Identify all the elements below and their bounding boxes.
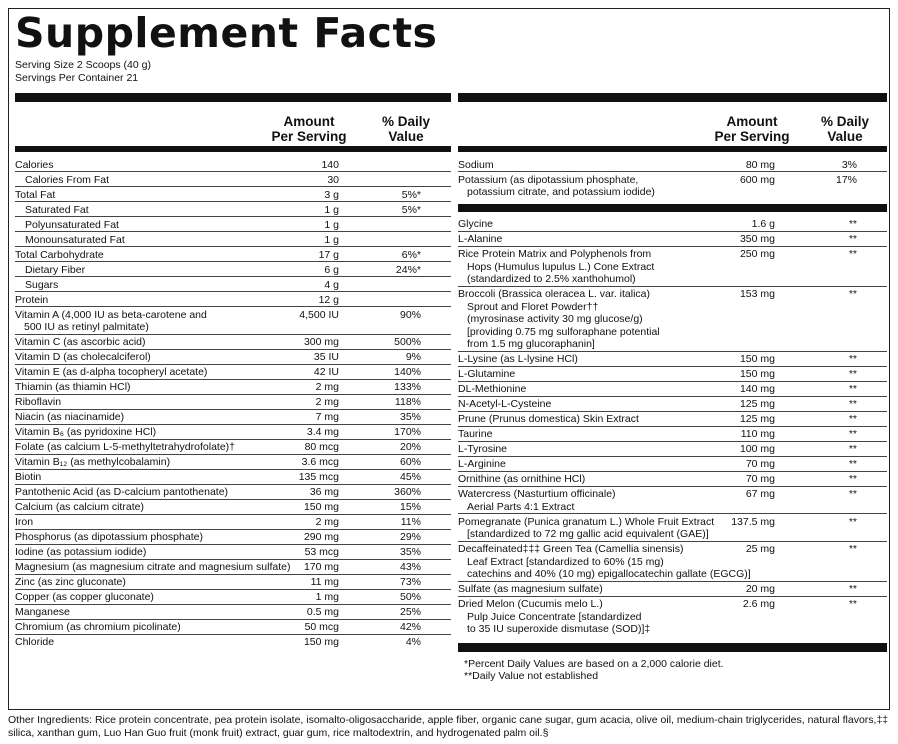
amount-per-serving: 3.6 mcg: [301, 456, 339, 468]
nutrient-row: [15, 350, 451, 365]
nutrient-name: Protein: [15, 293, 49, 306]
nutrient-name: Sugars: [25, 278, 59, 291]
nutrient-row: [458, 382, 887, 397]
nutrient-row: [458, 412, 887, 427]
nutrient-row: [458, 514, 887, 542]
nutrient-row: [15, 605, 451, 620]
percent-daily-value: **: [848, 288, 857, 300]
nutrient-name: L-Lysine (as L-lysine HCl): [458, 353, 578, 365]
dv-header: % Daily Value: [820, 114, 870, 144]
amount-per-serving: 25 mg: [745, 543, 775, 555]
nutrient-row: [15, 335, 451, 350]
nutrient-row: [15, 217, 451, 232]
percent-daily-value: **: [848, 398, 857, 410]
amount-per-serving: 53 mcg: [304, 546, 339, 558]
nutrient-name: Chloride: [15, 636, 55, 648]
nutrient-name: L-Arginine: [458, 458, 506, 470]
amount-per-serving: 125 mg: [739, 413, 775, 425]
nutrient-name: Glycine: [458, 218, 494, 230]
percent-daily-value: 29%: [399, 531, 421, 543]
amount-per-serving: 1 g: [324, 233, 339, 246]
nutrient-name: Leaf Extract [standardized to 60% (15 mg): [467, 555, 664, 568]
amount-per-serving: 135 mcg: [298, 471, 339, 483]
nutrient-row: [458, 582, 887, 597]
amount-per-serving: 250 mg: [739, 248, 775, 260]
amount-per-serving: 11 mg: [310, 576, 339, 588]
nutrient-name: Folate (as calcium L-5-methyltetrahydrofolate)†: [15, 441, 236, 453]
nutrient-row: [458, 472, 887, 487]
percent-daily-value: 60%: [399, 456, 421, 468]
footnote-dv-not-established: **Daily Value not established: [464, 670, 599, 682]
percent-daily-value: 5%*: [401, 203, 421, 216]
nutrient-row: [15, 247, 451, 262]
thick-divider: [15, 93, 451, 102]
nutrient-name: L-Alanine: [458, 233, 503, 245]
amount-per-serving: 125 mg: [739, 398, 775, 410]
left-column: [15, 93, 451, 649]
nutrient-name: Iodine (as potassium iodide): [15, 546, 147, 558]
percent-daily-value: 3%: [841, 158, 857, 171]
percent-daily-value: 9%: [405, 351, 421, 363]
nutrient-name: Polyunsaturated Fat: [25, 218, 119, 231]
percent-daily-value: 42%: [399, 621, 421, 633]
nutrient-row: [15, 440, 451, 455]
amount-per-serving: 140 mg: [739, 383, 775, 395]
amount-per-serving: 6 g: [324, 263, 339, 276]
nutrient-name: Chromium (as chromium picolinate): [15, 621, 181, 633]
percent-daily-value: 43%: [399, 561, 421, 573]
nutrient-name: L-Glutamine: [458, 368, 516, 380]
supplement-facts-panel: [8, 8, 890, 710]
percent-daily-value: 11%: [400, 516, 421, 528]
medium-divider: [458, 204, 887, 212]
nutrient-name: Potassium (as dipotassium phosphate,: [458, 173, 639, 186]
nutrient-name: Decaffeinated‡‡‡ Green Tea (Camellia sinensis): [458, 543, 684, 555]
percent-daily-value: 20%: [399, 441, 421, 453]
nutrient-row: [15, 560, 451, 575]
percent-daily-value: **: [848, 473, 857, 485]
percent-daily-value: 90%: [399, 308, 421, 321]
amount-per-serving: 2 mg: [315, 381, 339, 393]
nutrient-name: Vitamin D (as cholecalciferol): [15, 351, 151, 363]
nutrient-row: [458, 597, 887, 636]
nutrient-row: [15, 575, 451, 590]
nutrient-name: Pantothenic Acid (as D-calcium pantothenate): [15, 486, 229, 498]
amount-per-serving: 3 g: [324, 188, 339, 201]
nutrient-name: (myrosinase activity 30 mg glucose/g): [467, 313, 643, 325]
nutrient-row: [458, 487, 887, 515]
nutrient-name: Watercress (Nasturtium officinale): [458, 488, 616, 500]
amount-per-serving: 300 mg: [303, 336, 339, 348]
nutrient-name: Rice Protein Matrix and Polyphenols from: [458, 248, 652, 260]
nutrient-row: [458, 367, 887, 382]
nutrient-name: Sulfate (as magnesium sulfate): [458, 583, 603, 595]
nutrient-row: [15, 172, 451, 187]
amount-per-serving: 2.6 mg: [742, 598, 775, 610]
nutrient-row: [458, 217, 887, 232]
nutrient-row: [15, 277, 451, 292]
percent-daily-value: 360%: [394, 486, 421, 498]
amount-per-serving: 350 mg: [739, 233, 775, 245]
nutrient-name: Vitamin B₁₂ (as methylcobalamin): [15, 456, 171, 468]
percent-daily-value: **: [848, 233, 857, 245]
percent-daily-value: **: [848, 443, 857, 455]
percent-daily-value: 5%*: [401, 188, 421, 201]
nutrient-row: [15, 515, 451, 530]
nutrient-name: [providing 0.75 mg sulforaphane potential: [467, 325, 660, 338]
nutrient-row: [15, 232, 451, 247]
nutrient-name: Biotin: [15, 471, 42, 483]
nutrient-row: [458, 232, 887, 247]
nutrient-name: L-Tyrosine: [458, 443, 508, 455]
percent-daily-value: 170%: [394, 426, 421, 438]
nutrient-name: Calcium (as calcium citrate): [15, 501, 144, 513]
nutrient-row: [15, 262, 451, 277]
percent-daily-value: 6%*: [401, 248, 421, 261]
amount-per-serving: 600 mg: [739, 173, 775, 186]
amount-per-serving: 100 mg: [739, 443, 775, 455]
nutrient-row: [458, 247, 887, 287]
percent-daily-value: 17%: [835, 173, 857, 186]
amount-per-serving: 2 mg: [315, 396, 339, 408]
amount-per-serving: 3.4 mg: [306, 426, 339, 438]
nutrient-name: Ornithine (as ornithine HCl): [458, 473, 586, 485]
nutrient-row: [458, 542, 887, 582]
nutrient-name: Calories From Fat: [25, 173, 110, 186]
nutrient-name: Monounsaturated Fat: [25, 233, 125, 246]
percent-daily-value: **: [848, 428, 857, 440]
nutrient-row: [15, 202, 451, 217]
percent-daily-value: **: [848, 218, 857, 230]
nutrient-name: Phosphorus (as dipotassium phosphate): [15, 531, 203, 543]
nutrient-name: Pulp Juice Concentrate [standardized: [467, 610, 642, 623]
percent-daily-value: **: [848, 383, 857, 395]
nutrient-name: Total Fat: [15, 188, 56, 201]
percent-daily-value: 118%: [394, 396, 421, 408]
nutrient-name: Calories: [15, 158, 54, 171]
amount-per-serving: 2 mg: [315, 516, 339, 528]
amount-per-serving: 4,500 IU: [299, 308, 339, 321]
nutrient-row: [15, 292, 451, 307]
nutrient-row: [15, 545, 451, 560]
nutrient-row: [15, 395, 451, 410]
right-nutrient-list: [458, 212, 887, 636]
amount-per-serving: 150 mg: [739, 368, 775, 380]
footnote-percent-dv: *Percent Daily Values are based on a 2,000 calorie diet.: [464, 657, 724, 670]
amount-per-serving: 67 mg: [745, 488, 775, 500]
percent-daily-value: **: [848, 368, 857, 380]
percent-daily-value: 140%: [394, 366, 421, 378]
nutrient-row: [15, 455, 451, 470]
percent-daily-value: 73%: [399, 576, 421, 588]
amount-per-serving: 1 g: [324, 203, 339, 216]
percent-daily-value: 133%: [394, 381, 421, 393]
nutrient-name: potassium citrate, and potassium iodide): [467, 186, 655, 198]
nutrient-name: Riboflavin: [15, 396, 62, 408]
nutrient-row: [458, 172, 887, 199]
amount-per-serving: 70 mg: [745, 473, 775, 485]
nutrient-name: Dietary Fiber: [25, 263, 86, 276]
right-column: [458, 93, 887, 683]
percent-daily-value: **: [848, 515, 857, 528]
percent-daily-value: 25%: [399, 606, 421, 618]
percent-daily-value: 4%: [405, 636, 421, 648]
column-header: [15, 102, 451, 147]
nutrient-row: [15, 590, 451, 605]
nutrient-row: [15, 530, 451, 545]
other-ingredients: Other Ingredients: Rice protein concentrate, pea protein isolate, isomalto-oligosaccharide, apple fiber, organic cane sugar, gum acacia, olive oil, medium-chain triglycerides, natural flavors,‡‡ silica, xanthan gum, Luo Han Guo fruit (monk fruit) extract, guar gum, rice maltodextrin, and hydrogenated palm oil.§: [8, 714, 889, 739]
amount-per-serving: 35 IU: [313, 351, 339, 363]
amount-per-serving: 140: [321, 158, 339, 171]
amount-per-serving: 36 mg: [309, 486, 339, 498]
nutrient-row: [458, 352, 887, 367]
nutrient-name: Magnesium (as magnesium citrate and magnesium sulfate): [15, 561, 291, 573]
nutrient-row: [458, 157, 887, 172]
nutrient-row: [458, 457, 887, 472]
percent-daily-value: **: [848, 353, 857, 365]
amount-per-serving: 110 mg: [740, 428, 775, 440]
percent-daily-value: **: [848, 543, 857, 555]
nutrient-row: [458, 427, 887, 442]
percent-daily-value: 45%: [399, 471, 421, 483]
nutrient-name: Pomegranate (Punica granatum L.) Whole Fruit Extract: [458, 515, 715, 528]
percent-daily-value: **: [848, 413, 857, 425]
nutrient-name: Iron: [15, 516, 34, 528]
percent-daily-value: 24%*: [395, 263, 421, 276]
nutrient-name: Manganese: [15, 606, 70, 618]
nutrient-row: [15, 307, 451, 335]
nutrient-row: [15, 620, 451, 635]
amount-header: Amount Per Serving: [271, 114, 347, 144]
nutrient-row: [15, 157, 451, 172]
amount-per-serving: 70 mg: [745, 458, 775, 470]
nutrient-row: [458, 287, 887, 352]
left-nutrient-list: [15, 152, 451, 649]
percent-daily-value: **: [848, 248, 857, 260]
amount-per-serving: 42 IU: [313, 366, 339, 378]
amount-per-serving: 7 mg: [315, 411, 339, 423]
nutrient-name: Vitamin A (4,000 IU as beta-carotene and: [15, 308, 207, 321]
amount-per-serving: 290 mg: [303, 531, 339, 543]
amount-per-serving: 17 g: [318, 248, 339, 261]
amount-header: Amount Per Serving: [714, 114, 790, 144]
percent-daily-value: **: [848, 598, 857, 610]
nutrient-name: Zinc (as zinc gluconate): [15, 576, 126, 588]
nutrient-name: Vitamin E (as d-alpha tocopheryl acetate): [15, 366, 208, 378]
nutrient-name: Dried Melon (Cucumis melo L.): [458, 598, 603, 610]
nutrient-name: Copper (as copper gluconate): [15, 591, 154, 603]
nutrient-name: Broccoli (Brassica oleracea L. var. italica): [458, 288, 650, 300]
nutrient-name: Sodium: [458, 158, 494, 171]
amount-per-serving: 150 mg: [303, 501, 339, 513]
nutrient-name: 500 IU as retinyl palmitate): [24, 321, 149, 333]
nutrient-row: [15, 380, 451, 395]
amount-per-serving: 0.5 mg: [306, 606, 339, 618]
nutrient-name: from 1.5 mg glucoraphanin]: [467, 338, 595, 350]
percent-daily-value: **: [848, 488, 857, 500]
nutrient-name: Vitamin C (as ascorbic acid): [15, 336, 146, 348]
amount-per-serving: 30: [327, 173, 339, 186]
nutrient-name: catechins and 40% (10 mg) epigallocatechin gallate (EGCG)]: [467, 568, 751, 580]
amount-per-serving: 150 mg: [303, 636, 339, 648]
right-nutrient-list-top: [458, 152, 887, 199]
percent-daily-value: **: [848, 458, 857, 470]
amount-per-serving: 153 mg: [739, 288, 775, 300]
nutrient-row: [15, 500, 451, 515]
nutrient-row: [15, 470, 451, 485]
nutrient-name: Thiamin (as thiamin HCl): [15, 381, 131, 393]
amount-per-serving: 1.6 g: [751, 218, 775, 230]
amount-per-serving: 80 mg: [745, 158, 775, 171]
nutrient-row: [15, 410, 451, 425]
percent-daily-value: 500%: [394, 336, 421, 348]
nutrient-name: Saturated Fat: [25, 203, 89, 216]
percent-daily-value: **: [848, 583, 857, 595]
amount-per-serving: 170 mg: [303, 561, 339, 573]
nutrient-name: [standardized to 72 mg gallic acid equivalent (GAE)]: [467, 528, 709, 540]
amount-per-serving: 80 mcg: [304, 441, 339, 453]
nutrient-name: DL-Methionine: [458, 383, 527, 395]
nutrient-name: (standardized to 2.5% xanthohumol): [467, 273, 636, 285]
nutrient-name: Niacin (as niacinamide): [15, 411, 125, 423]
nutrient-name: Total Carbohydrate: [15, 248, 104, 261]
nutrient-row: [15, 425, 451, 440]
nutrient-row: [15, 187, 451, 202]
amount-per-serving: 20 mg: [745, 583, 775, 595]
nutrient-name: Vitamin B₆ (as pyridoxine HCl): [15, 426, 157, 438]
nutrient-name: Hops (Humulus lupulus L.) Cone Extract: [467, 260, 655, 273]
nutrient-name: Aerial Parts 4:1 Extract: [467, 500, 575, 513]
amount-per-serving: 12 g: [318, 293, 339, 306]
nutrient-name: to 35 IU superoxide dismutase (SOD)]‡: [467, 623, 651, 635]
servings-per-container: Servings Per Container 21: [15, 72, 139, 84]
nutrient-name: Sprout and Floret Powder††: [467, 300, 599, 313]
nutrient-name: Prune (Prunus domestica) Skin Extract: [458, 413, 639, 425]
amount-per-serving: 4 g: [324, 278, 339, 291]
nutrient-name: Taurine: [458, 428, 493, 440]
percent-daily-value: 15%: [399, 501, 421, 513]
nutrient-row: [458, 397, 887, 412]
serving-size: Serving Size 2 Scoops (40 g): [15, 59, 151, 71]
dv-header: % Daily Value: [381, 114, 431, 144]
nutrient-row: [458, 442, 887, 457]
percent-daily-value: 35%: [399, 411, 421, 423]
amount-per-serving: 1 g: [324, 218, 339, 231]
percent-daily-value: 35%: [399, 546, 421, 558]
amount-per-serving: 150 mg: [739, 353, 775, 365]
nutrient-row: [15, 485, 451, 500]
amount-per-serving: 50 mcg: [304, 621, 339, 633]
column-header: [458, 102, 887, 147]
amount-per-serving: 1 mg: [315, 591, 339, 603]
nutrient-row: [15, 365, 451, 380]
amount-per-serving: 137.5 mg: [731, 515, 775, 528]
panel-title: Supplement Facts: [15, 9, 438, 57]
nutrient-name: N-Acetyl-L-Cysteine: [458, 398, 552, 410]
percent-daily-value: 50%: [399, 591, 421, 603]
nutrient-row: [15, 635, 451, 649]
thick-divider-bottom: [458, 643, 887, 652]
thick-divider: [458, 93, 887, 102]
